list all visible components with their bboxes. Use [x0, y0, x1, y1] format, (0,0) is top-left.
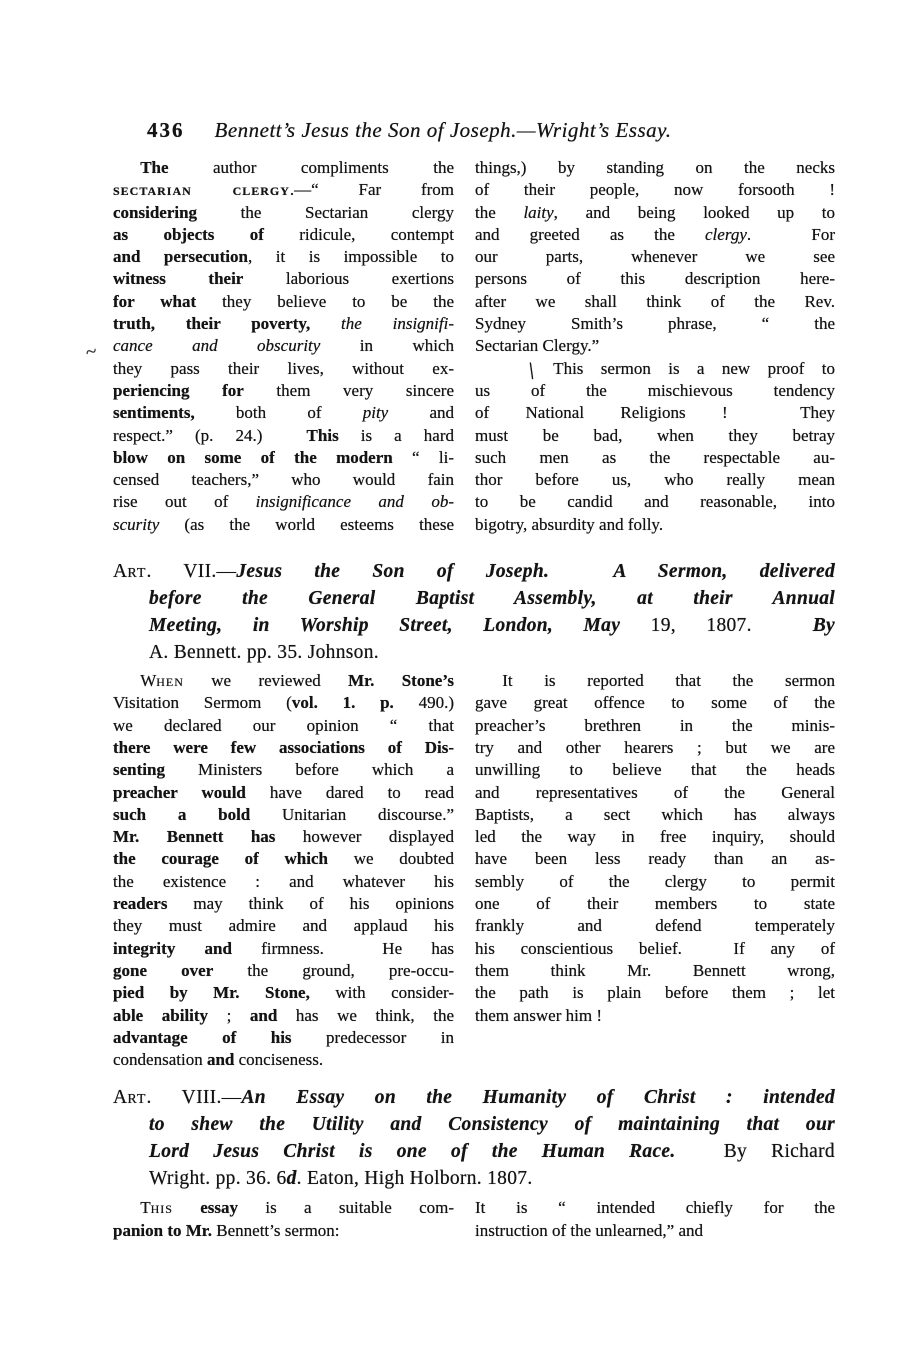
text-line: his conscientious belief. If any of	[475, 938, 835, 958]
margin-artifact-mark: ~	[83, 340, 99, 364]
text-line: Sydney Smith’s phrase, “ the	[475, 314, 835, 334]
text-line: the courage of which we doubted	[113, 849, 455, 869]
text-line: sectarian clergy.—“ Far from	[113, 180, 454, 200]
right-column	[475, 670, 835, 1071]
text-line: Baptists, a sect which has always	[475, 804, 835, 824]
text-line: the existence : and whatever his	[113, 871, 454, 891]
text-line: gone over the ground, pre-occu-	[113, 960, 454, 980]
article-viii-heading	[113, 1084, 835, 1192]
text-line: unwilling to believe that the heads	[475, 760, 835, 780]
text-line: preacher’s brethren in the minis-	[475, 715, 835, 735]
text-line: readers may think of his opinions	[113, 894, 454, 914]
text-line: truth, their poverty, the insignifi-	[113, 314, 454, 334]
text-line: Art. VIII.—An Essay on the Humanity of Christ : intended	[113, 1087, 835, 1109]
right-column	[475, 157, 835, 536]
text-line: of National Religions ! They	[475, 403, 835, 423]
text-line: and persecution, it is impossible to	[113, 247, 454, 267]
text-line: our parts, whenever we see	[475, 247, 835, 267]
text-line: to shew the Utility and Consistency of maintaining that our	[149, 1114, 835, 1136]
text-line: panion to Mr. Bennett’s sermon:	[113, 1220, 340, 1240]
text-line: Lord Jesus Christ is one of the Human Race. By Richard	[149, 1141, 835, 1163]
text-line: censed teachers,” who would fain	[113, 470, 454, 490]
text-line: The author compliments the	[140, 158, 454, 177]
running-header	[113, 116, 835, 144]
text-line: A. Bennett. pp. 35. Johnson.	[149, 642, 379, 664]
text-line: they pass their lives, without ex-	[113, 358, 454, 378]
text-line: frankly and defend temperately	[475, 916, 835, 936]
running-title: Bennett’s Jesus the Son of Joseph.—Wright’s Essay.	[214, 118, 672, 142]
text-line: witness their laborious exertions	[113, 269, 454, 289]
left-column	[113, 1197, 454, 1242]
text-line: to be candid and reasonable, into	[475, 492, 835, 512]
page-number: 436	[147, 118, 185, 142]
text-line: have been less ready than an as-	[475, 849, 835, 869]
text-line: them answer him !	[475, 1005, 602, 1025]
text-line: This essay is a suitable com-	[140, 1198, 454, 1218]
article-viii-body	[113, 1197, 835, 1242]
text-line: us of the mischievous tendency	[475, 380, 835, 400]
text-line: sentiments, both of pity and	[113, 403, 454, 423]
text-line: cance and obscurity in which	[113, 336, 454, 356]
page-content	[113, 116, 835, 1242]
text-line: after we shall think of the Rev.	[475, 291, 835, 311]
text-line: considering the Sectarian clergy	[113, 202, 454, 222]
text-line: Wright. pp. 36. 6d. Eaton, High Holborn. 1807.	[149, 1168, 533, 1190]
text-line: respect.” (p. 24.) This is a hard	[113, 425, 454, 445]
text-line: Art. VII.—Jesus the Son of Joseph. A Sermon, delivered	[113, 561, 835, 583]
text-line: pied by Mr. Stone, with consider-	[113, 983, 454, 1003]
text-line: the path is plain before them ; let	[475, 983, 835, 1003]
article-vi-continuation-body	[113, 157, 835, 536]
text-line: Meeting, in Worship Street, London, May 19, 1807. By	[149, 615, 835, 637]
text-line: there were few associations of Dis-	[113, 737, 454, 757]
text-line: and representatives of the General	[475, 782, 835, 802]
text-line: gave great offence to some of the	[475, 693, 835, 713]
text-line: preacher would have dared to read	[113, 782, 454, 802]
text-line: integrity and firmness. He has	[113, 938, 454, 958]
text-line: as objects of ridicule, contempt	[113, 224, 455, 244]
left-column	[113, 157, 454, 536]
text-line: Sectarian Clergy.”	[475, 336, 600, 356]
text-line: It is reported that the sermon	[502, 671, 835, 691]
text-line: sembly of the clergy to permit	[475, 871, 835, 891]
text-line: \ This sermon is a new proof to	[528, 356, 835, 385]
text-line: they must admire and applaud his	[113, 916, 454, 936]
article-vii-body	[113, 670, 835, 1071]
text-line: of their people, now forsooth !	[475, 180, 835, 200]
text-line: Mr. Bennett has however displayed	[113, 827, 455, 847]
text-line: try and other hearers ; but we are	[475, 737, 835, 757]
text-line: before the General Baptist Assembly, at their Annual	[149, 588, 835, 610]
text-line: for what they believe to be the	[113, 291, 455, 311]
right-column	[475, 1197, 835, 1242]
text-line: Visitation Sermom (vol. 1. p. 490.)	[113, 693, 454, 713]
text-line: senting Ministers before which a	[113, 760, 454, 780]
article-vii-heading	[113, 558, 835, 666]
text-line: such men as the respectable au-	[475, 447, 835, 467]
text-line: bigotry, absurdity and folly.	[475, 514, 664, 534]
text-line: When we reviewed Mr. Stone’s	[140, 671, 454, 691]
text-line: one of their members to state	[475, 894, 835, 914]
text-line: It is “ intended chiefly for the	[475, 1198, 835, 1218]
text-line: scurity (as the world esteems these	[113, 514, 454, 534]
text-line: able ability ; and has we think, the	[113, 1005, 454, 1025]
text-line: such a bold Unitarian discourse.”	[113, 804, 454, 824]
left-column	[113, 670, 454, 1071]
text-line: periencing for them very sincere	[113, 380, 454, 400]
text-line: must be bad, when they betray	[475, 425, 835, 445]
text-line: we declared our opinion “ that	[113, 715, 454, 735]
text-line: thor before us, who really mean	[475, 470, 835, 490]
text-line: and greeted as the clergy. For	[475, 224, 835, 244]
text-line: persons of this description here-	[475, 269, 835, 289]
text-line: advantage of his predecessor in	[113, 1027, 454, 1047]
text-line: instruction of the unlearned,” and	[475, 1220, 704, 1240]
text-line: the laity, and being looked up to	[475, 202, 835, 222]
text-line: things,) by standing on the necks	[475, 158, 835, 177]
text-line: led the way in free inquiry, should	[475, 827, 835, 847]
text-line: them think Mr. Bennett wrong,	[475, 960, 835, 980]
text-line: condensation and conciseness.	[113, 1050, 324, 1070]
text-line: rise out of insignificance and ob-	[113, 492, 454, 512]
text-line: blow on some of the modern “ li-	[113, 447, 454, 467]
